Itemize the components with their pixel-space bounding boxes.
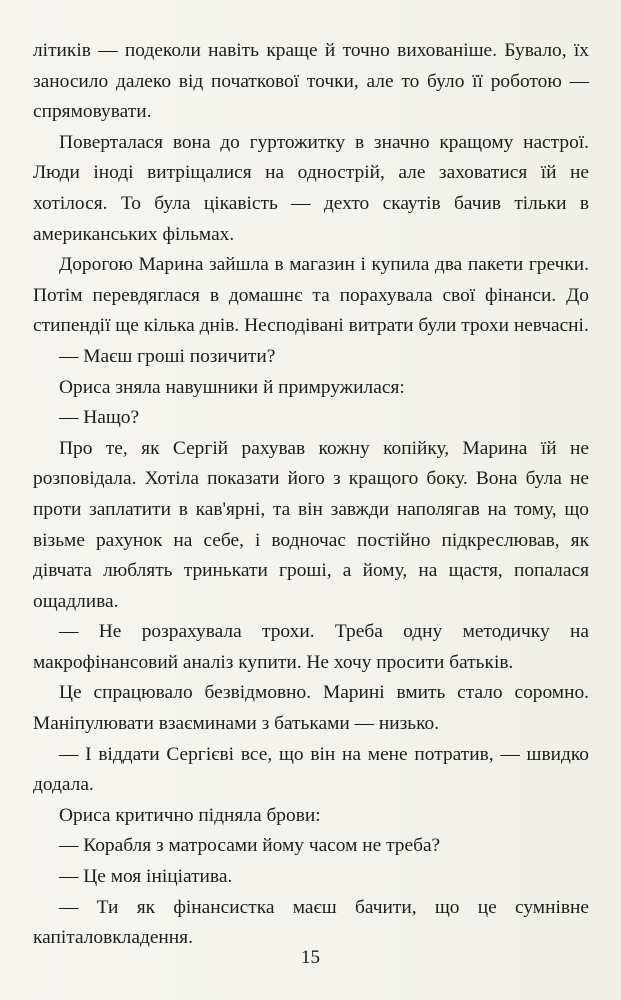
dialogue-line: — Маєш гроші позичити? <box>59 345 276 367</box>
paragraph: Про те, як Сергій рахував кожну копійку, Марина їй не розповідала. Хотіла показати його з кращого боку. Вона була не проти заплатити в кав'ярні, та він завжди наполягав на тому, що візьме рахунок на себе, і водночас постійно підкреслював, як дівчата люблять тринькати гроші, а йому, на щастя, попалася ощадлива. <box>33 437 589 612</box>
paragraph-continuation: літиків — подеколи навіть краще й точно вихованіше. Бувало, їх заносило далеко від початкової точки, але то було її роботою — спрямовувати. <box>33 40 589 123</box>
paragraph: Ориса зняла навушники й примружилася: <box>59 376 405 398</box>
paragraph: Це спрацювало безвідмовно. Марині вмить стало соромно. Маніпулювати взаєминами з батьками — низько. <box>33 682 589 735</box>
body-text <box>33 36 589 954</box>
page-number: 15 <box>301 947 320 968</box>
paragraph: Поверталася вона до гуртожитку в значно кращому настрої. Люди іноді витріщалися на однострій, але заховатися їй не хотілося. То була цікавість — дехто скаутів бачив тільки в американських фільмах. <box>33 131 589 245</box>
dialogue-line: — Корабля з матросами йому часом не треба? <box>59 835 441 857</box>
dialogue-line: — Нащо? <box>59 407 140 429</box>
dialogue-line: — Ти як фінансистка маєш бачити, що це сумнівне капіталовкладення. <box>33 896 589 949</box>
paragraph: Ориса критично підняла брови: <box>59 804 321 826</box>
dialogue-line: — Це моя ініціатива. <box>59 866 233 888</box>
dialogue-line: — Не розрахувала трохи. Треба одну методичку на макрофінансовий аналіз купити. Не хочу просити батьків. <box>33 621 589 673</box>
dialogue-line: — І віддати Сергієві все, що він на мене потратив, — швидко додала. <box>33 743 589 796</box>
paragraph: Дорогою Марина зайшла в магазин і купила два пакети гречки. Потім перевдяглася в домашнє та порахувала свої фінанси. До стипендії ще кілька днів. Несподівані витрати були трохи невчасні. <box>33 254 589 337</box>
